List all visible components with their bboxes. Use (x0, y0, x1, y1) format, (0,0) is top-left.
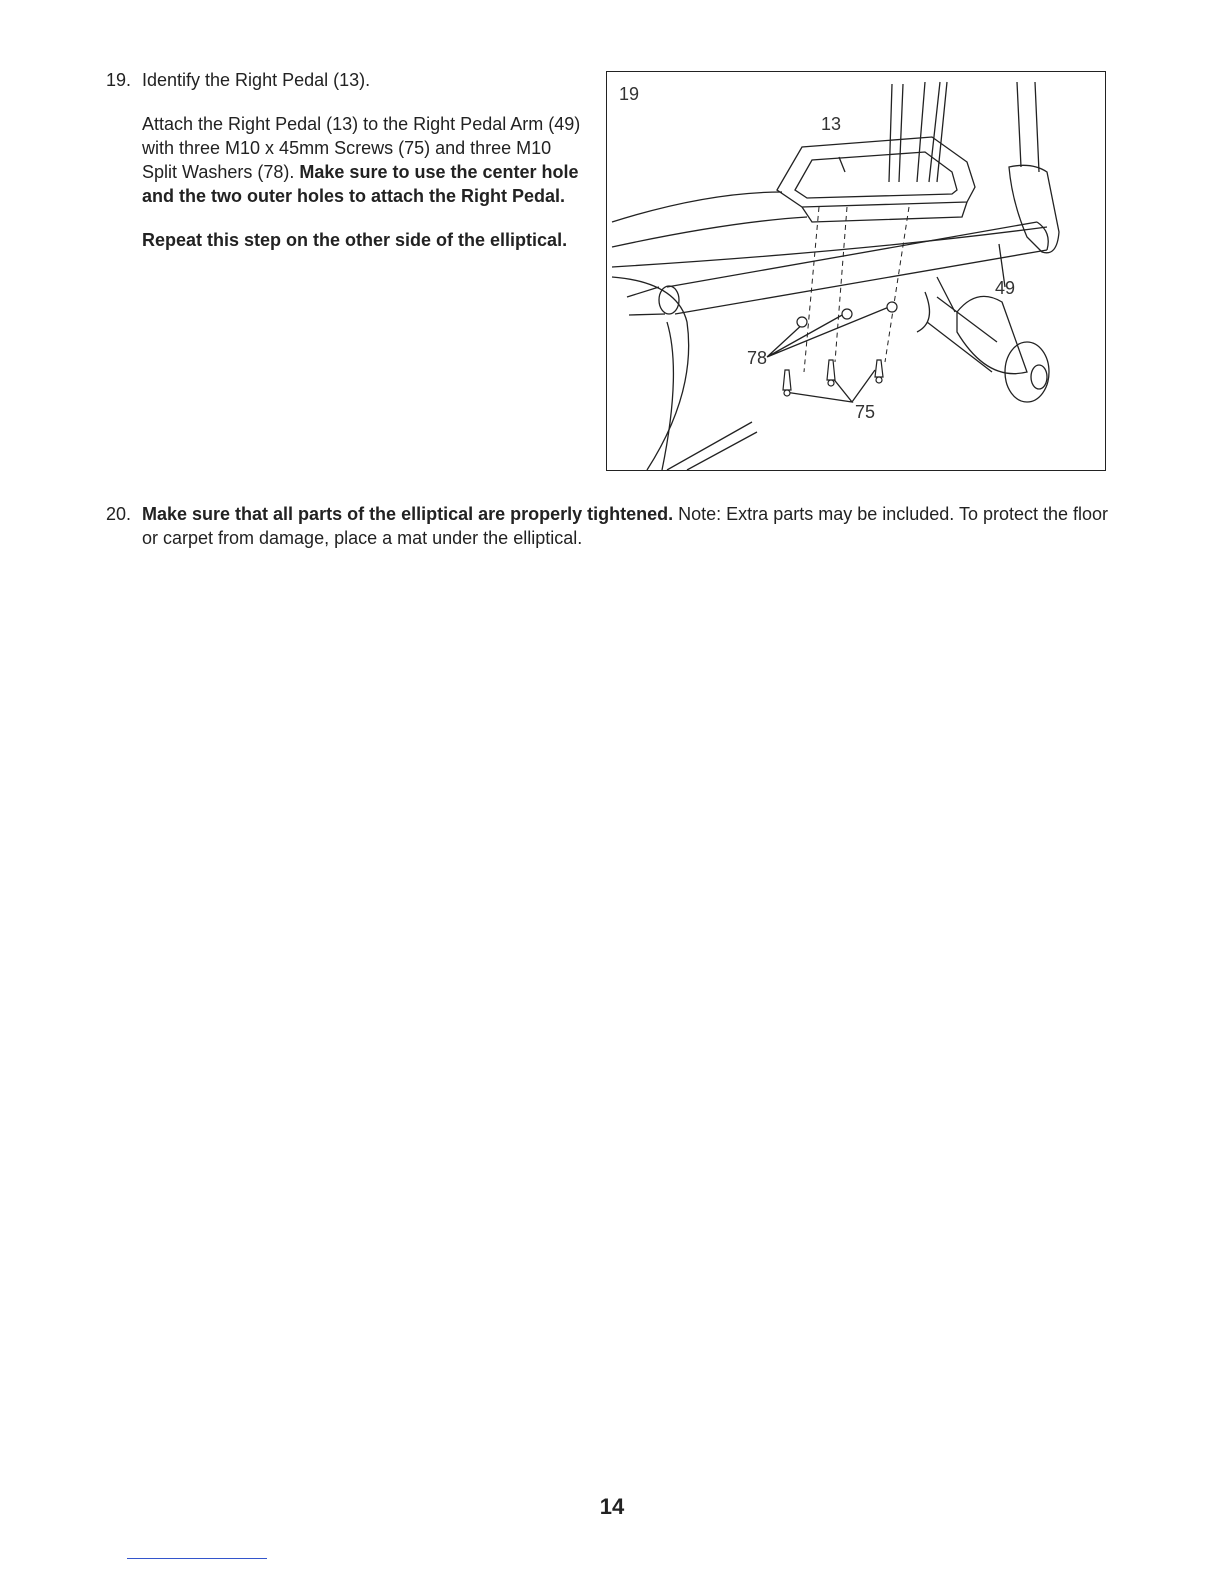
step-title: Identify the Right Pedal (13). (142, 70, 371, 90)
callout-pedal-arm: 49 (995, 278, 1016, 298)
assembly-figure (606, 71, 1106, 471)
footer-divider (127, 1558, 267, 1559)
step-number: 20. (106, 504, 132, 524)
step-19 (106, 68, 586, 252)
repeat-warning: Repeat this step on the other side of the elliptical. (142, 230, 568, 250)
tighten-warning: Make sure that all parts of the elliptical are properly tightened. (142, 504, 674, 524)
step-body (142, 502, 1116, 550)
step-number: 19. (106, 70, 132, 90)
callout-pedal: 13 (821, 114, 842, 134)
step-20 (106, 502, 1116, 550)
callout-screws: 75 (855, 402, 876, 422)
callout-washers: 78 (747, 348, 768, 368)
repeat-instructions (142, 228, 586, 252)
page-number: 14 (599, 1494, 625, 1519)
attach-text: Attach the Right Pedal (13) to the Right Pedal Arm (49) with three M10 x 45mm Screws (75) and three M10 Split Washers (78). (142, 114, 581, 182)
attach-warning: Make sure to use the center hole and the two outer holes to attach the Right Pedal. (142, 162, 579, 206)
attach-instructions (142, 112, 586, 208)
note-text: Note: Extra parts may be included. To protect the floor or carpet from damage, place a mat under the elliptical. (142, 504, 1109, 548)
figure-step-label: 19 (619, 84, 640, 104)
